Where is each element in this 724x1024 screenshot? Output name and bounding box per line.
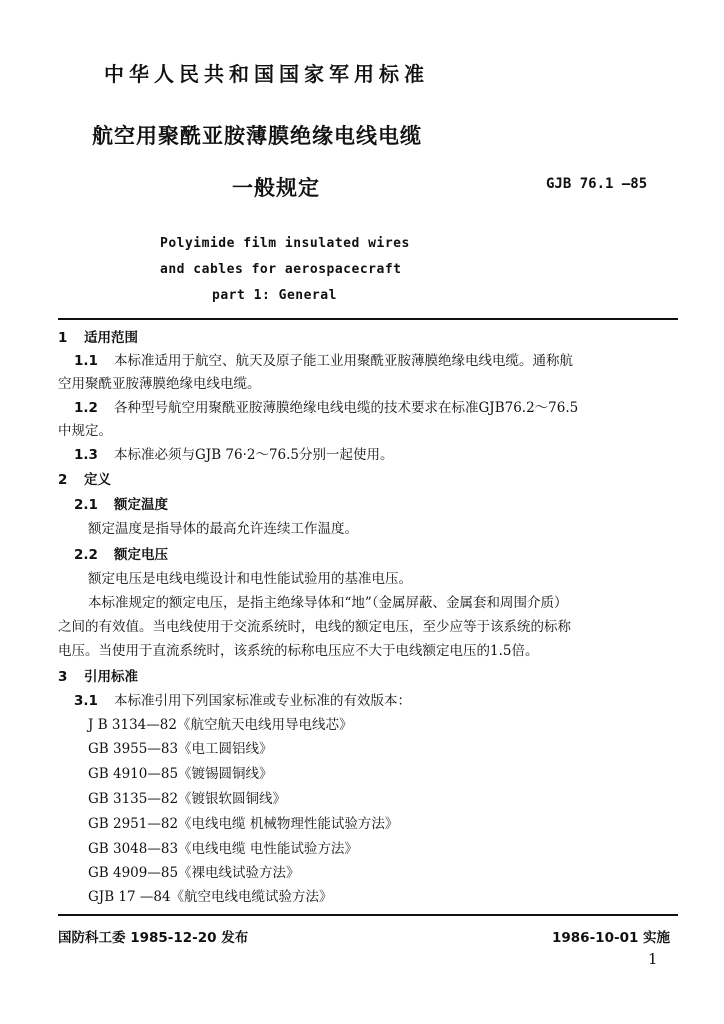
- effective-date: 1986-10-01 实施: [552, 930, 671, 946]
- clause-2-1-title: 额定温度: [114, 497, 168, 513]
- clause-1-3-line1: 本标准必须与GJB 76·2～76.5分别一起使用。: [114, 447, 394, 463]
- section-2-heading: [58, 471, 111, 489]
- clause-1-1-line1: 本标准适用于航空、航天及原子能工业用聚酰亚胺薄膜绝缘电线电缆。通称航: [114, 353, 573, 369]
- english-title-line2: and cables for aerospacecraft: [160, 262, 402, 277]
- clause-2-2-title: 额定电压: [114, 547, 168, 563]
- page-number: 1: [648, 950, 658, 968]
- issue-date: 国防科工委 1985-12-20 发布: [58, 930, 249, 946]
- english-title-line1: Polyimide film insulated wires: [160, 236, 410, 251]
- clause-3-1: [74, 692, 411, 710]
- clause-2-2-line1: 额定电压是电线电缆设计和电性能试验用的基准电压。: [88, 571, 412, 587]
- reference-item: GB 4910—85《镀锡圆铜线》: [88, 766, 273, 782]
- clause-2-2-heading: [74, 546, 168, 564]
- reference-item: GJB 17 —84《航空电线电缆试验方法》: [88, 889, 333, 905]
- reference-item: GB 3135—82《镀银软圆铜线》: [88, 791, 287, 807]
- clause-2-2-line2: 本标准规定的额定电压，是指主绝缘导体和“地”（金属屏蔽、金属套和周围介质）: [88, 595, 568, 611]
- section-2-number: 2: [58, 472, 68, 488]
- standard-code: GJB 76.1 —85: [546, 176, 648, 192]
- clause-2-2-number: 2.2: [74, 547, 98, 563]
- section-3-heading: [58, 668, 138, 686]
- reference-item: GB 3048—83《电线电缆 电性能试验方法》: [88, 841, 358, 857]
- section-3-title: 引用标准: [84, 669, 138, 685]
- clause-2-1-number: 2.1: [74, 497, 98, 513]
- section-1-number: 1: [58, 330, 68, 346]
- reference-item: GB 2951—82《电线电缆 机械物理性能试验方法》: [88, 816, 399, 832]
- clause-2-2-line3: 之间的有效值。当电线使用于交流系统时，电线的额定电压，至少应等于该系统的标称: [58, 619, 571, 635]
- section-1-heading: [58, 329, 138, 347]
- reference-item: GB 4909—85《裸电线试验方法》: [88, 865, 300, 881]
- english-title-line3: part 1: General: [212, 288, 337, 303]
- clause-1-2-line1: 各种型号航空用聚酰亚胺薄膜绝缘电线电缆的技术要求在标准GJB76.2～76.5: [114, 400, 579, 416]
- reference-item: J B 3134—82《航空航天电线用导电线芯》: [88, 717, 353, 733]
- header-divider: [58, 318, 678, 320]
- clause-1-2-line2: 中规定。: [58, 423, 112, 439]
- clause-1-1-number: 1.1: [74, 353, 98, 369]
- clause-3-1-line1: 本标准引用下列国家标准或专业标准的有效版本：: [114, 693, 411, 709]
- footer-divider: [58, 914, 678, 916]
- clause-1-3-number: 1.3: [74, 447, 98, 463]
- clause-2-1-line1: 额定温度是指导体的最高允许连续工作温度。: [88, 521, 358, 537]
- standard-organization: 中华人民共和国国家军用标准: [104, 62, 429, 86]
- clause-1-3: [74, 446, 394, 464]
- clause-1-1-line2: 空用聚酰亚胺薄膜绝缘电线电缆。: [58, 376, 261, 392]
- clause-3-1-number: 3.1: [74, 693, 98, 709]
- clause-1-2-number: 1.2: [74, 400, 98, 416]
- document-title: 航空用聚酰亚胺薄膜绝缘电线电缆: [92, 124, 422, 148]
- clause-2-1-heading: [74, 496, 168, 514]
- clause-1-2: [74, 399, 578, 417]
- clause-1-1: [74, 352, 573, 370]
- section-1-title: 适用范围: [84, 330, 138, 346]
- document-subtitle: 一般规定: [232, 176, 320, 200]
- section-2-title: 定义: [84, 472, 111, 488]
- clause-2-2-line4: 电压。当使用于直流系统时，该系统的标称电压应不大于电线额定电压的1.5倍。: [58, 643, 539, 659]
- reference-item: GB 3955—83《电工圆铝线》: [88, 741, 273, 757]
- section-3-number: 3: [58, 669, 68, 685]
